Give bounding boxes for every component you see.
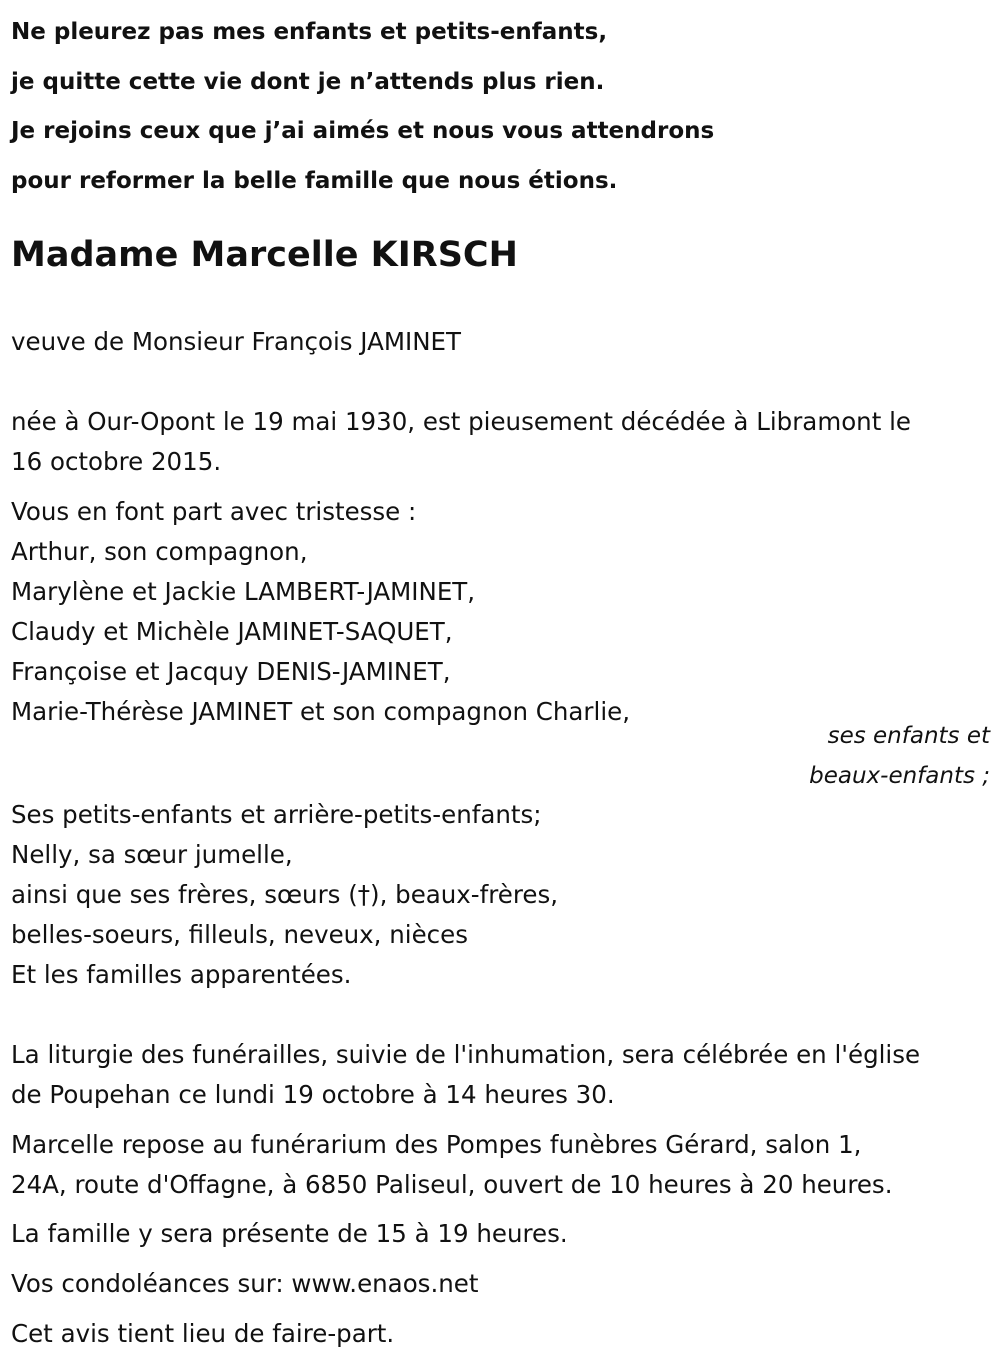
liturgy-info [11,1035,920,1115]
family-intro: Vous en font part avec tristesse : [11,497,417,526]
birth-death-line: 16 octobre 2015. [11,447,222,476]
family-member: belles-soeurs, filleuls, neveux, nièces [11,920,468,949]
widow-of: veuve de Monsieur François JAMINET [11,327,461,356]
notice-statement: Cet avis tient lieu de faire-part. [11,1319,395,1348]
poem-line: pour reformer la belle famille que nous étions. [11,167,618,194]
funerarium-info [11,1125,893,1205]
family-member: Françoise et Jacquy DENIS-JAMINET, [11,657,451,686]
family-member: Marie-Thérèse JAMINET et son compagnon Charlie, [11,697,630,726]
family-member: ainsi que ses frères, sœurs (†), beaux-frères, [11,880,559,909]
birth-death [11,402,911,482]
poem [11,8,714,206]
deceased-name: Madame Marcelle KIRSCH [11,235,518,275]
poem-line: je quitte cette vie dont je n’attends plus rien. [11,68,605,95]
family-member: Nelly, sa sœur jumelle, [11,840,293,869]
poem-line: Ne pleurez pas mes enfants et petits-enfants, [11,19,608,45]
children-note [809,716,990,796]
family-announcement [11,492,630,732]
family-presence: La famille y sera présente de 15 à 19 heures. [11,1219,568,1248]
family-member: Claudy et Michèle JAMINET-SAQUET, [11,617,453,646]
children-note-line: ses enfants et [827,723,990,749]
liturgy-line: de Poupehan ce lundi 19 octobre à 14 heures 30. [11,1080,615,1109]
liturgy-line: La liturgie des funérailles, suivie de l'inhumation, sera célébrée en l'église [11,1040,921,1069]
family-member: Arthur, son compagnon, [11,537,308,566]
funerarium-line: Marcelle repose au funérarium des Pompes funèbres Gérard, salon 1, [11,1130,862,1159]
funerarium-line: 24A, route d'Offagne, à 6850 Paliseul, ouvert de 10 heures à 20 heures. [11,1170,893,1199]
family-member: Et les familles apparentées. [11,960,352,989]
family-member: Marylène et Jackie LAMBERT-JAMINET, [11,577,476,606]
birth-death-line: née à Our-Opont le 19 mai 1930, est pieusement décédée à Libramont le [11,407,911,436]
extended-family [11,795,558,995]
poem-line: Je rejoins ceux que j’ai aimés et nous vous attendrons [11,118,715,144]
condolences: Vos condoléances sur: www.enaos.net [11,1269,479,1298]
family-member: Ses petits-enfants et arrière-petits-enfants; [11,800,542,829]
children-note-line: beaux-enfants ; [809,763,990,789]
